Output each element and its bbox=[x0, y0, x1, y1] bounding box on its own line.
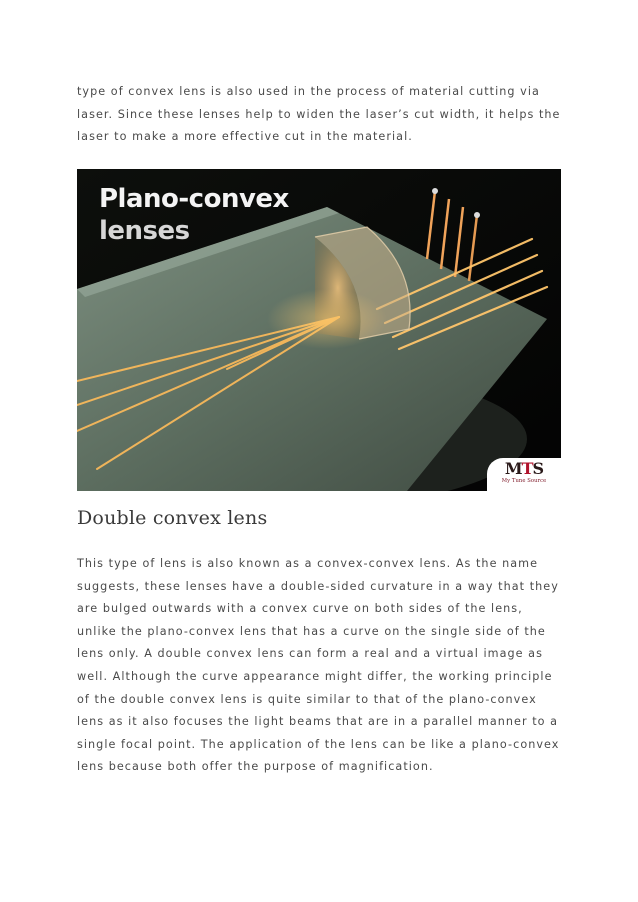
logo-letter-s: S bbox=[532, 459, 544, 478]
section-heading: Double convex lens bbox=[77, 507, 268, 529]
logo-letter-t: T bbox=[521, 459, 533, 478]
logo-letter-m: M bbox=[504, 459, 522, 478]
brand-logo bbox=[487, 458, 561, 491]
logo-tagline: My Tune Source bbox=[501, 478, 547, 484]
section-body-paragraph: This type of lens is also known as a convex-convex lens. As the name suggests, these lenses have a double-sided curvature in a way that they are bulged outwards with a convex curve on both sides of the lens, unlike the plano-convex lens that has a curve on the single side of the lens only. A double convex lens can form a real and a virtual image as well. Although the curve appearance might differ, the working principle of the double convex lens is quite similar to that of the plano-convex lens as it also focuses the light beams that are in a parallel manner to a single focal point. The application of the lens can be like a plano-convex lens because both offer the purpose of magnification. bbox=[77, 557, 560, 774]
logo-mark bbox=[487, 458, 561, 478]
figure-title-line2: lenses bbox=[99, 216, 190, 246]
figure-title-line1: Plano-convex bbox=[99, 184, 289, 214]
intro-paragraph: type of convex lens is also used in the process of material cutting via laser. Since these lenses help to widen the laser’s cut width, it helps the laser to make a more effective cut in the material. bbox=[77, 85, 561, 144]
plano-convex-lens-image bbox=[77, 169, 561, 491]
focal-glow bbox=[267, 289, 387, 349]
figure-title bbox=[99, 183, 289, 247]
